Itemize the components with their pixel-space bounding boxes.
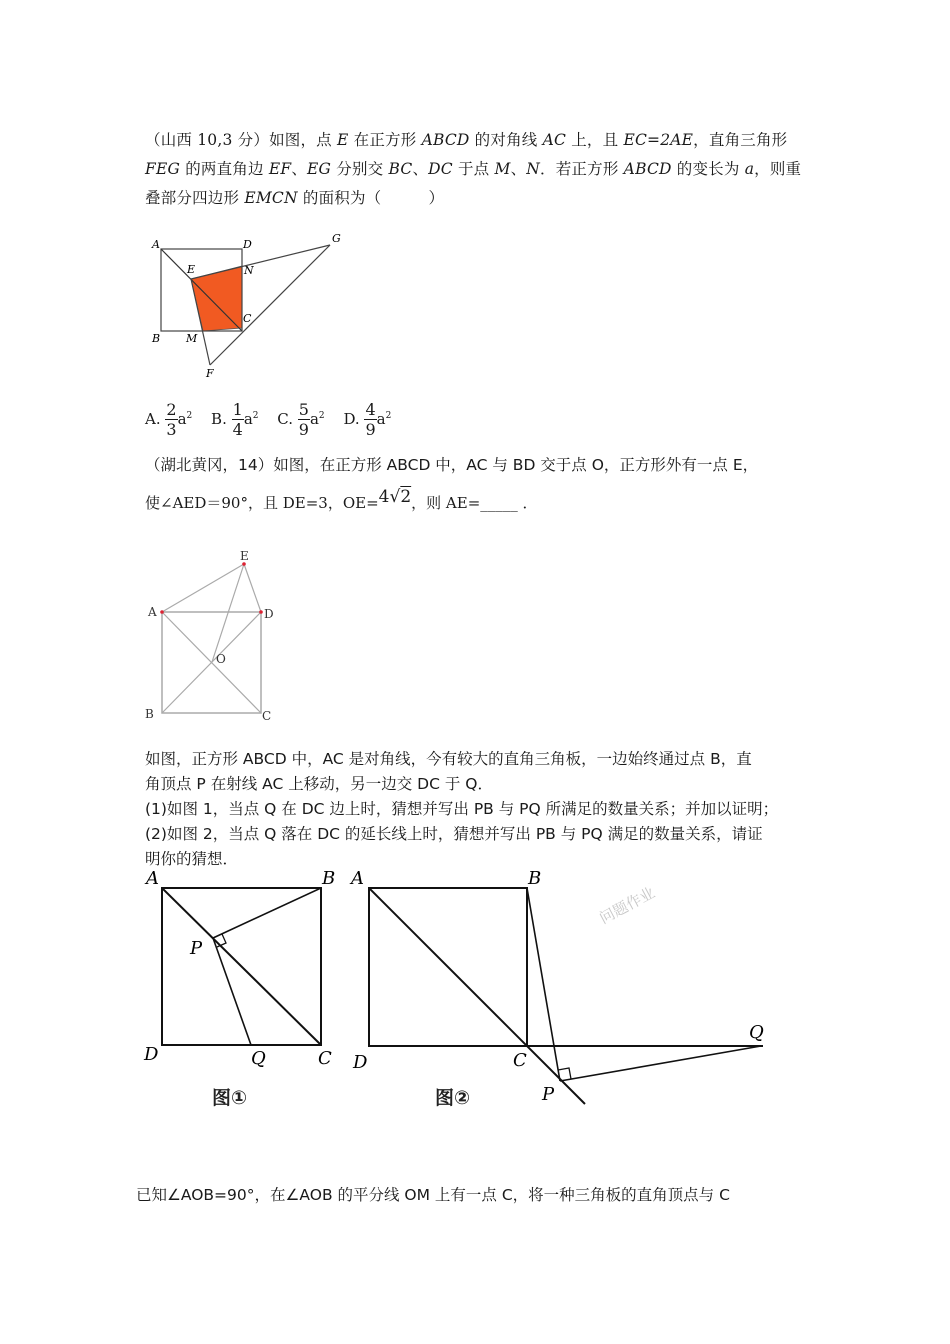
label-b-2: B — [145, 707, 154, 721]
label-q-fig1: Q — [251, 1048, 266, 1069]
q1-options — [145, 402, 391, 438]
point-a — [160, 610, 164, 614]
q1-line-2: FEG 的两直角边 EF、EG 分别交 BC、DC 于点 M、N．若正方形 ABCD 的变长为 a，则重 — [145, 160, 802, 178]
label-a: A — [152, 238, 160, 251]
caption-fig1: 图① — [212, 1087, 248, 1109]
label-a-fig1: A — [146, 868, 159, 889]
label-b-fig2: B — [528, 868, 542, 889]
watermark: 问题作业 — [596, 883, 658, 928]
q3-line-3: (1)如图 1，当点 Q 在 DC 边上时，猜想并写出 PB 与 PQ 所满足的数量关系；并加以证明； — [145, 800, 779, 818]
label-e-2: E — [240, 550, 249, 563]
label-n: N — [244, 264, 254, 277]
label-c: C — [243, 312, 252, 325]
q1-figure — [140, 225, 360, 385]
label-a-fig2: A — [351, 868, 364, 889]
q4-line-1: 已知∠AOB=90°，在∠AOB 的平分线 OM 上有一点 C，将一种三角板的直角顶点与 C — [136, 1186, 730, 1204]
q3-figure-2 — [345, 862, 775, 1122]
radical-expression: 4√2 — [378, 487, 412, 507]
label-c-fig1: C — [318, 1048, 332, 1069]
q2-line-2: 使∠AED＝90°，且 DE=3，OE=4√2，则 AE=_____ ． — [145, 487, 538, 512]
point-d — [259, 610, 263, 614]
segment-oe — [212, 564, 244, 662]
q3-line-1: 如图，正方形 ABCD 中，AC 是对角线，今有较大的直角三角板，一边始终通过点 B，直 — [145, 750, 752, 768]
option-a[interactable]: A. $\frac{2}{3}$ $a^2$ — [145, 400, 193, 439]
option-c[interactable]: C. $\frac{5}{9}$ $a^2$ — [277, 400, 325, 439]
label-d-2: D — [264, 607, 274, 621]
label-e: E — [187, 263, 196, 276]
segment-pb-fig1 — [213, 888, 321, 938]
ray-ac-fig2 — [369, 888, 585, 1104]
q2-figure — [140, 550, 300, 730]
label-c-fig2: C — [513, 1050, 527, 1071]
segment-pq-fig1 — [213, 938, 251, 1045]
label-c-2: C — [262, 709, 272, 723]
q1-line-3: 叠部分四边形 EMCN 的面积为（ ） — [145, 189, 445, 207]
option-b[interactable]: B. $\frac{1}{4}$ $a^2$ — [211, 400, 259, 439]
caption-fig2: 图② — [435, 1087, 471, 1109]
segment-pq-fig2 — [560, 1046, 761, 1081]
q3-line-2: 角顶点 P 在射线 AC 上移动，另一边交 DC 于 Q． — [145, 775, 493, 793]
diagonal-ac-fig1 — [162, 888, 321, 1045]
label-p-fig1: P — [190, 938, 203, 959]
label-o-2: O — [216, 652, 226, 666]
segment-de — [244, 564, 261, 612]
label-d: D — [243, 238, 252, 251]
label-q-fig2: Q — [749, 1022, 764, 1043]
label-d-fig2: D — [353, 1052, 368, 1073]
q2-line-1: （湖北黄冈，14）如图，在正方形 ABCD 中，AC 与 BD 交于点 O，正方形外有一点 E， — [145, 456, 759, 474]
q3-figure-1 — [140, 862, 350, 1122]
option-d[interactable]: D. $\frac{4}{9}$ $a^2$ — [343, 400, 392, 439]
label-b: B — [152, 332, 161, 345]
segment-ae — [162, 564, 244, 612]
label-b-fig1: B — [322, 868, 336, 889]
overlap-quadrilateral-emcn — [191, 266, 242, 331]
q1-line-1: （山西 10,3 分）如图，点 E 在正方形 ABCD 的对角线 AC 上，且 EC=2AE，直角三角形 — [145, 131, 788, 149]
leg-eg — [191, 245, 330, 279]
q3-line-5: 明你的猜想． — [145, 850, 239, 868]
label-p-fig2: P — [542, 1084, 555, 1105]
label-f: F — [206, 367, 214, 380]
q3-line-4: (2)如图 2，当点 Q 落在 DC 的延长线上时，猜想并写出 PB 与 PQ 满足的数量关系，请证 — [145, 825, 763, 843]
label-m: M — [186, 332, 198, 345]
label-d-fig1: D — [144, 1044, 159, 1065]
label-a-2: A — [148, 605, 157, 619]
label-g: G — [332, 232, 341, 245]
